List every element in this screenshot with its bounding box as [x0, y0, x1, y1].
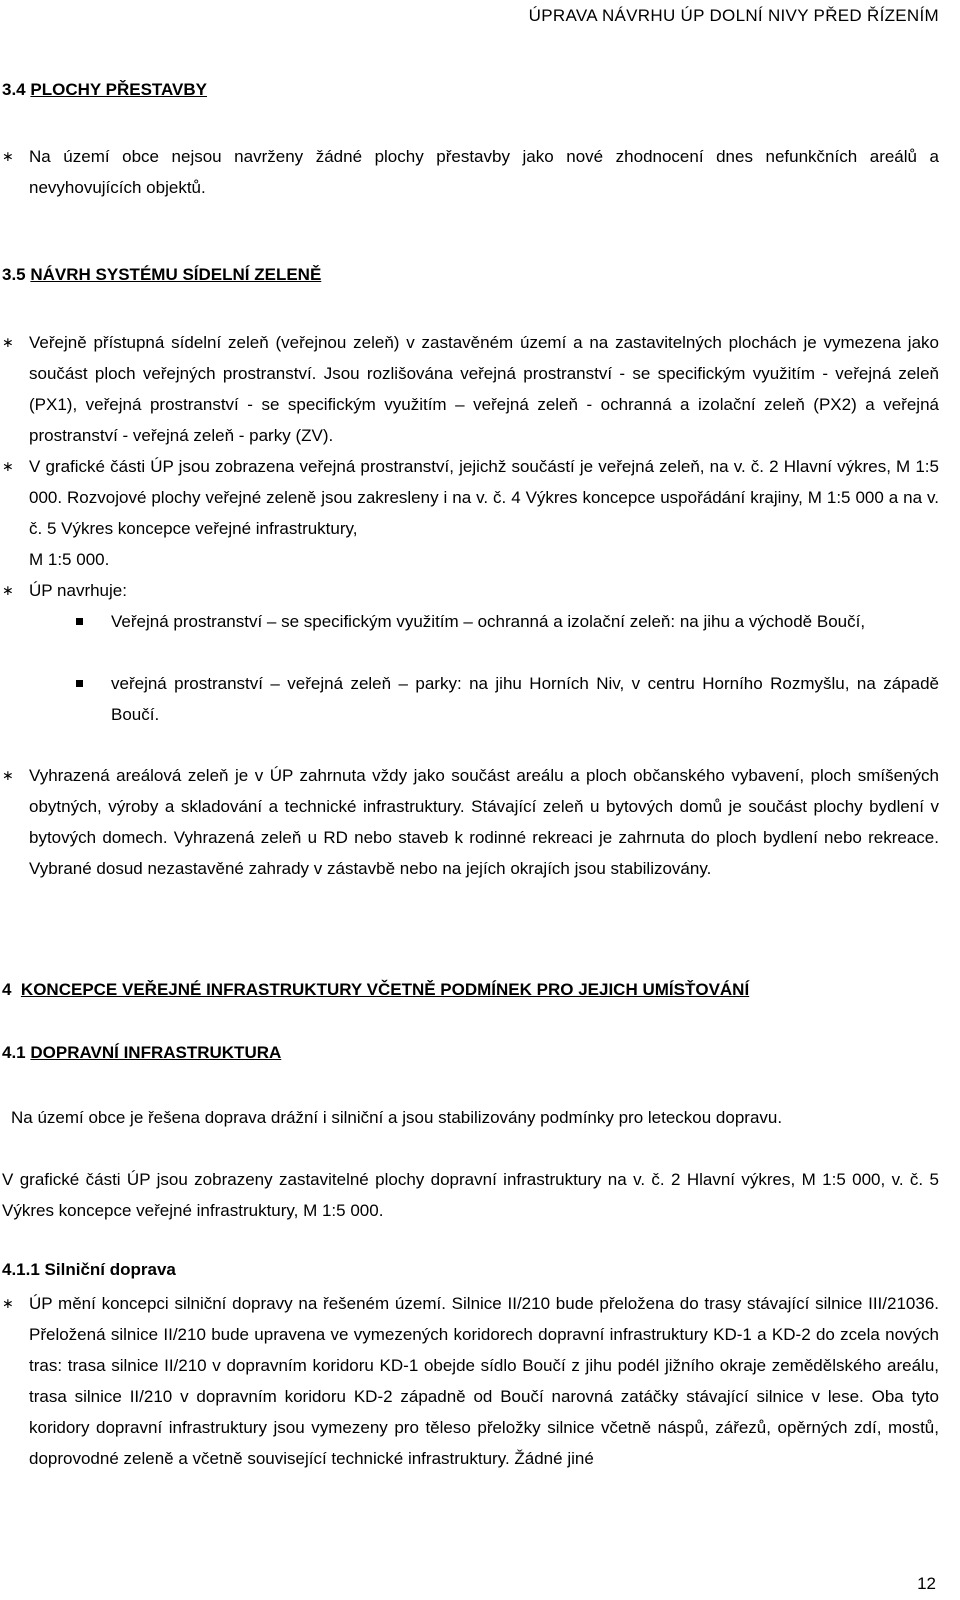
paragraph: Na území obce je řešena doprava drážní i silniční a jsou stabilizovány podmínky pro leteckou dopravu.: [11, 1108, 783, 1127]
section-4-1-heading: [2, 1043, 281, 1063]
section-title: KONCEPCE VEŘEJNÉ INFRASTRUKTURY VČETNĚ PODMÍNEK PRO JEJICH UMÍSŤOVÁNÍ: [20, 980, 750, 999]
running-header: ÚPRAVA NÁVRHU ÚP DOLNÍ NIVY PŘED ŘÍZENÍM: [528, 6, 939, 25]
section-4-1-1-heading: [2, 1260, 176, 1280]
bullet-text-continuation: M 1:5 000.: [29, 550, 110, 569]
section-number: 3.4: [2, 80, 26, 99]
bullet-text: Veřejně přístupná sídelní zeleň (veřejnou zeleň) v zastavěném území a na zastavitelných plochách je vymezena jako součást ploch veřejných prostranství. Jsou rozlišována veřejná prostranství - se specifickým využitím - veřejná zeleň (PX1), veřejná prostranství - se specifickým využitím – veřejná zeleň - ochranná a izolační zeleň (PX2) a veřejná prostranství - veřejná zeleň - parky (ZV).: [29, 333, 939, 445]
sub-bullet-text: veřejná prostranství – veřejná zeleň – parky: na jihu Horních Niv, v centru Horního Rozmyšlu, na západě Boučí.: [111, 674, 939, 724]
page-number: 12: [917, 1574, 936, 1593]
bullet-text: Na území obce nejsou navrženy žádné plochy přestavby jako nové zhodnocení dnes nefunkčních areálů a nevyhovujících objektů.: [29, 147, 939, 197]
section-number: 3.5: [2, 265, 26, 284]
asterisk-bullet-icon: ∗: [2, 458, 14, 474]
bullet-text: V grafické části ÚP jsou zobrazena veřejná prostranství, jejichž součástí je veřejná zeleň, na v. č. 2 Hlavní výkres, M 1:5 000. Rozvojové plochy veřejné zeleně jsou zakresleny i na v. č. 4 Výkres koncepce uspořádání krajiny, M 1:5 000 a na v. č. 5 Výkres koncepce veřejné infrastruktury,: [29, 457, 939, 538]
bullet-text: ÚP navrhuje:: [29, 581, 127, 600]
bullet-text: Vyhrazená areálová zeleň je v ÚP zahrnuta vždy jako součást areálu a ploch občanského vybavení, ploch smíšených obytných, výroby a skladování a technické infrastruktury. Stávající zeleň u bytových domů je součást plochy bydlení v bytových domech. Vyhrazená zeleň u RD nebo staveb k rodinné rekreaci je zahrnuta do ploch bydlení nebo rekreace. Vybrané dosud nezastavěné zahrady v zástavbě nebo na jejích okrajích jsou stabilizovány.: [29, 766, 939, 878]
section-4-heading: [2, 980, 749, 1000]
bullet-text: ÚP mění koncepci silniční dopravy na řešeném území. Silnice II/210 bude přeložena do trasy stávající silnice III/21036. Přeložená silnice II/210 bude upravena ve vymezených koridorech dopravní infrastruktury KD-1 a KD-2 do zcela nových tras: trasa silnice II/210 v dopravním koridoru KD-1 obejde sídlo Boučí z jihu podél jižního okraje zemědělského areálu, trasa silnice II/210 v dopravním koridoru KD-2 západně od Boučí narovná zatáčky stávající silnice v lese. Oba tyto koridory dopravní infrastruktury jsou vymezeny pro těleso přeložky silnice včetně náspů, zářezů, opěrných zdí, mostů, doprovodné zeleně a včetně související technické infrastruktury. Žádné jiné: [29, 1294, 939, 1468]
section-3-5-heading: [2, 265, 321, 285]
paragraph: V grafické části ÚP jsou zobrazeny zastavitelné plochy dopravní infrastruktury na v. č. 2 Hlavní výkres, M 1:5 000, v. č. 5 Výkres koncepce veřejné infrastruktury, M 1:5 000.: [2, 1170, 939, 1220]
asterisk-bullet-icon: ∗: [2, 334, 14, 350]
section-title: PLOCHY PŘESTAVBY: [30, 80, 208, 99]
asterisk-bullet-icon: ∗: [2, 1295, 14, 1311]
asterisk-bullet-icon: ∗: [2, 767, 14, 783]
square-bullet-icon: [76, 618, 83, 625]
section-title: NÁVRH SYSTÉMU SÍDELNÍ ZELENĚ: [30, 265, 322, 284]
sub-bullet-text: Veřejná prostranství – se specifickým využitím – ochranná a izolační zeleň: na jihu a východě Boučí,: [111, 612, 866, 631]
section-number: 4.1: [2, 1043, 26, 1062]
asterisk-bullet-icon: ∗: [2, 582, 14, 598]
square-bullet-icon: [76, 680, 83, 687]
section-number: 4.1.1: [2, 1260, 40, 1279]
section-title: Silniční doprava: [44, 1260, 176, 1279]
section-title: DOPRAVNÍ INFRASTRUKTURA: [30, 1043, 282, 1062]
section-number: 4: [2, 980, 12, 999]
asterisk-bullet-icon: ∗: [2, 148, 14, 164]
section-3-4-heading: [2, 80, 207, 100]
